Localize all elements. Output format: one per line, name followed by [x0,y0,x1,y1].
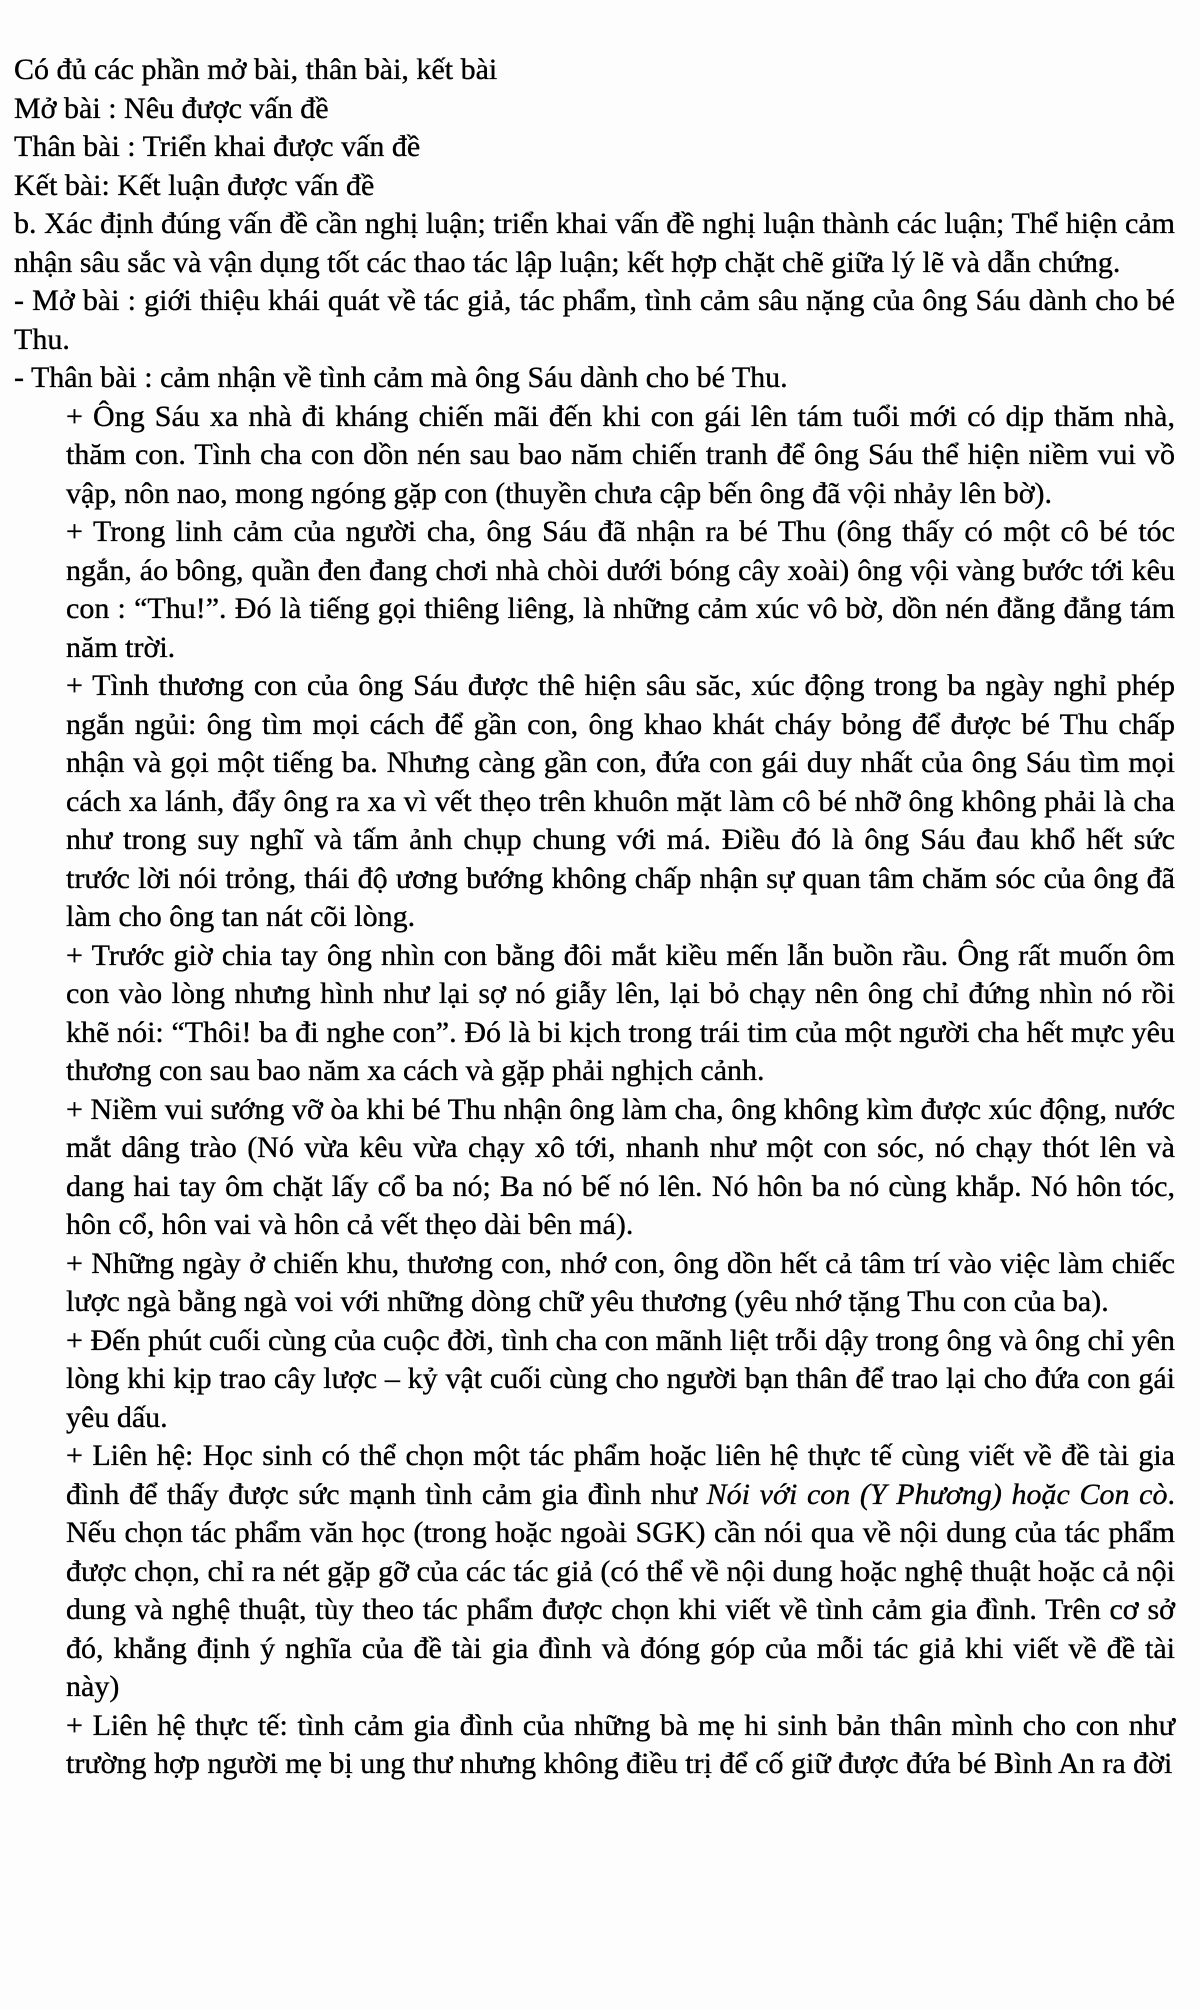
italic-text-run: Nói với con (Y Phương) hoặc Con cò [706,1477,1168,1511]
paragraph [66,1091,1175,1245]
text-run: Có đủ các phần mở bài, thân bài, kết bài [14,53,498,86]
text-run: + Liên hệ: Học sinh có thể chọn một tác phẩm hoặc liên hệ thực tế cùng viết về đề tài gia đình để thấy được sức mạnh tình cảm gia đình như [66,1439,1175,1511]
paragraph [14,128,1175,167]
text-run: Mở bài : Nêu được vấn đề [14,91,329,125]
text-run: b. Xác định đúng vấn đề cần nghị luận; triển khai vấn đề nghị luận thành các luận; Thể hiện cảm nhận sâu sắc và vận dụng tốt các thao tác lập luận; kết hợp chặt chẽ giữa lý lẽ và dẫn chứng. [14,207,1175,279]
text-run: + Đến phút cuối cùng của cuộc đời, tình cha con mãnh liệt trỗi dậy trong ông và ông chỉ yên lòng khi kịp trao cây lược – kỷ vật cuối cùng cho người bạn thân để trao lại cho đứa con gái yêu dấu. [66,1323,1175,1434]
text-run: Thân bài : Triển khai được vấn đề [14,130,421,163]
paragraph [14,51,1175,90]
paragraph [66,1322,1175,1438]
paragraph [66,1707,1175,1784]
text-run: + Trước giờ chia tay ông nhìn con bằng đôi mắt kiều mến lẫn buồn rầu. Ông rất muốn ôm con vào lòng nhưng hình như lại sợ nó giẫy lên, lại bỏ chạy nên ông chỉ đứng nhìn nó rồi khẽ nói: “Thôi! ba đi nghe con”. Đó là bi kịch trong trái tim của một người cha hết mực yêu thương con sau bao năm xa cách và gặp phải nghịch cảnh. [66,938,1175,1087]
paragraph [66,398,1175,514]
paragraph [66,513,1175,667]
paragraph [14,282,1175,359]
text-run: + Trong linh cảm của người cha, ông Sáu đã nhận ra bé Thu (ông thấy có một cô bé tóc ngắn, áo bông, quần đen đang chơi nhà chòi dưới bóng cây xoài) ông vội vàng bước tới kêu con : “Thu!”. Đó là tiếng gọi thiêng liêng, là những cảm xúc vô bờ, dồn nén đằng đẳng tám năm trời. [66,515,1175,664]
paragraph [14,205,1175,282]
text-run: + Những ngày ở chiến khu, thương con, nhớ con, ông dồn hết cả tâm trí vào việc làm chiếc lược ngà bằng ngà voi với những dòng chữ yêu thương (yêu nhớ tặng Thu con của ba). [66,1246,1175,1318]
paragraph [66,1245,1175,1322]
text-run: Kết bài: Kết luận được vấn đề [14,168,375,202]
text-run: + Niềm vui sướng vỡ òa khi bé Thu nhận ông làm cha, ông không kìm được xúc động, nước mắt dâng trào (Nó vừa kêu vừa chạy xô tới, nhanh như một con sóc, nó chạy thót lên và dang hai tay ôm chặt lấy cổ ba nó; Ba nó bế nó lên. Nó hôn ba nó cùng khắp. Nó hôn tóc, hôn cổ, hôn vai và hôn cả vết thẹo dài bên má). [66,1092,1175,1241]
text-run: - Mở bài : giới thiệu khái quát về tác giả, tác phẩm, tình cảm sâu nặng của ông Sáu dành cho bé Thu. [14,284,1175,356]
text-run: + Ông Sáu xa nhà đi kháng chiến mãi đến khi con gái lên tám tuổi mới có dịp thăm nhà, thăm con. Tình cha con dồn nén sau bao năm chiến tranh để ông Sáu thể hiện niềm vui vồ vập, nôn nao, mong ngóng gặp con (thuyền chưa cập bến ông đã vội nhảy lên bờ). [66,399,1175,510]
paragraph [14,90,1175,129]
text-run: + Liên hệ thực tế: tình cảm gia đình của những bà mẹ hi sinh bản thân mình cho con như trường hợp người mẹ bị ung thư nhưng không điều trị để cố giữ được đứa bé Bình An ra đời [66,1708,1175,1780]
paragraph [14,167,1175,206]
paragraph [14,359,1175,398]
paragraph [66,1437,1175,1707]
text-run: - Thân bài : cảm nhận về tình cảm mà ông Sáu dành cho bé Thu. [14,361,788,394]
paragraph [66,937,1175,1091]
text-run: + Tình thương con của ông Sáu được thê hiện sâu săc, xúc động trong ba ngày nghỉ phép ngắn ngủi: ông tìm mọi cách để gần con, ông khao khát cháy bỏng để được bé Thu chấp nhận và gọi một tiếng ba. Nhưng càng gần con, đứa con gái duy nhất của ông Sáu tìm mọi cách xa lánh, đẩy ông ra xa vì vết thẹo trên khuôn mặt làm cô bé nhỡ ông không phải là cha như trong suy nghĩ và tấm ảnh chụp chung với má. Điều đó là ông Sáu đau khổ hết sức trước lời nói trỏng, thái độ ương bướng không chấp nhận sự quan tâm chăm sóc của ông đã làm cho ông tan nát cõi lòng. [66,669,1175,933]
paragraph [66,667,1175,937]
text-run: . Nếu chọn tác phẩm văn học (trong hoặc ngoài SGK) cần nói qua về nội dung của tác phẩm được chọn, chỉ ra nét gặp gỡ của các tác giả (có thể về nội dung hoặc nghệ thuật hoặc cả nội dung và nghệ thuật, tùy theo tác phẩm được chọn khi viết về tình cảm gia đình. Trên cơ sở đó, khẳng định ý nghĩa của đề tài gia đình và đóng góp của mỗi tác giả khi viết về đề tài này) [66,1477,1175,1703]
